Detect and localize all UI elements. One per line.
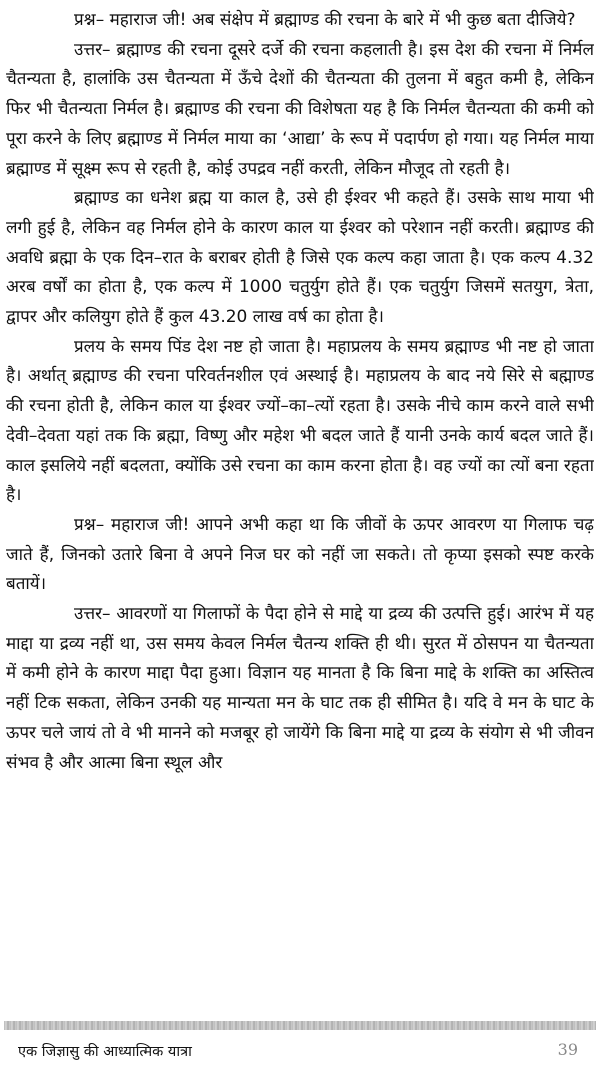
page-body <box>6 6 594 1006</box>
footer-divider <box>4 1021 596 1030</box>
paragraph-answer-1: उत्तर– ब्रह्माण्ड की रचना दूसरे दर्जे की रचना कहलाती है। इस देश की रचना में निर्मल चैतन्यता है, हालांकि उस चैतन्यता में ऊँचे देशों की चैतन्यता की तुलना में बहुत कमी है, लेकिन फिर भी चैतन्यता निर्मल है। ब्रह्माण्ड की रचना की विशेषता यह है कि निर्मल चैतन्यता की कमी को पूरा करने के लिए ब्रह्माण्ड में निर्मल माया का ‘आद्या’ के रूप में पदार्पण हो गया। यह निर्मल माया ब्रह्माण्ड में सूक्ष्म रूप से रहती है, कोई उपद्रव नहीं करती, लेकिन मौजूद तो रहती है। <box>6 39 594 179</box>
page-number: 39 <box>557 1040 578 1059</box>
paragraph-question-1: प्रश्न– महाराज जी! अब संक्षेप में ब्रह्माण्ड की रचना के बारे में भी कुछ बता दीजिये? <box>74 10 576 30</box>
paragraph-brahmand-duration: ब्रह्माण्ड का धनेश ब्रह्म या काल है, उसे ही ईश्वर भी कहते हैं। उसके साथ माया भी लगी हुई है, लेकिन वह निर्मल होने के कारण काल या ईश्वर को परेशान नहीं करती। ब्रह्माण्ड की अवधि ब्रह्मा के एक दिन–रात के बराबर होती है जिसे एक कल्प कहा जाता है। एक कल्प 4.32 अरब वर्षों का होता है, एक कल्प में 1000 चतुर्युग होते हैं। एक चतुर्युग जिसमें सतयुग, त्रेता, द्वापर और कलियुग होते हैं कुल 43.20 लाख वर्ष का होता है। <box>6 188 594 328</box>
paragraph-question-2: प्रश्न– महाराज जी! आपने अभी कहा था कि जीवों के ऊपर आवरण या गिलाफ चढ़ जाते हैं, जिनको उतारे बिना वे अपने निज घर को नहीं जा सकते। तो कृप्या इसको स्पष्ट करके बतायें। <box>6 514 594 595</box>
footer-book-title: एक जिज्ञासु की आध्यात्मिक यात्रा <box>18 1044 192 1060</box>
paragraph-answer-2: उत्तर– आवरणों या गिलाफों के पैदा होने से माद्दे या द्रव्य की उत्पत्ति हुई। आरंभ में यह माद्दा या द्रव्य नहीं था, उस समय केवल निर्मल चैतन्य शक्ति ही थी। सुरत में ठोसपन या चैतन्यता में कमी होने के कारण माद्दा पैदा हुआ। विज्ञान यह मानता है कि बिना माद्दे के शक्ति का अस्तित्व नहीं टिक सकता, लेकिन उनकी यह मान्यता मन के घाट तक ही सीमित है। यदि वे मन के घाट के ऊपर चले जायं तो वे भी मानने को मजबूर हो जायेंगे कि बिना माद्दे या द्रव्य के संयोग से भी जीवन संभव है और आत्मा बिना स्थूल और <box>6 604 594 773</box>
paragraph-pralay: प्रलय के समय पिंड देश नष्ट हो जाता है। महाप्रलय के समय ब्रह्माण्ड भी नष्ट हो जाता है। अर्थात् ब्रह्माण्ड की रचना परिवर्तनशील एवं अस्थाई है। महाप्रलय के बाद नये सिरे से बह्माण्ड की रचना होती है, लेकिन काल या ईश्वर ज्यों–का–त्यों रहता है। उसके नीचे काम करने वाले सभी देवी–देवता यहां तक कि ब्रह्मा, विष्णु और महेश भी बदल जाते हैं यानी उनके कार्य बदल जाते हैं। काल इसलिये नहीं बदलता, क्योंकि उसे रचना का काम करना होता है। वह ज्यों का त्यों बना रहता है। <box>6 336 594 506</box>
